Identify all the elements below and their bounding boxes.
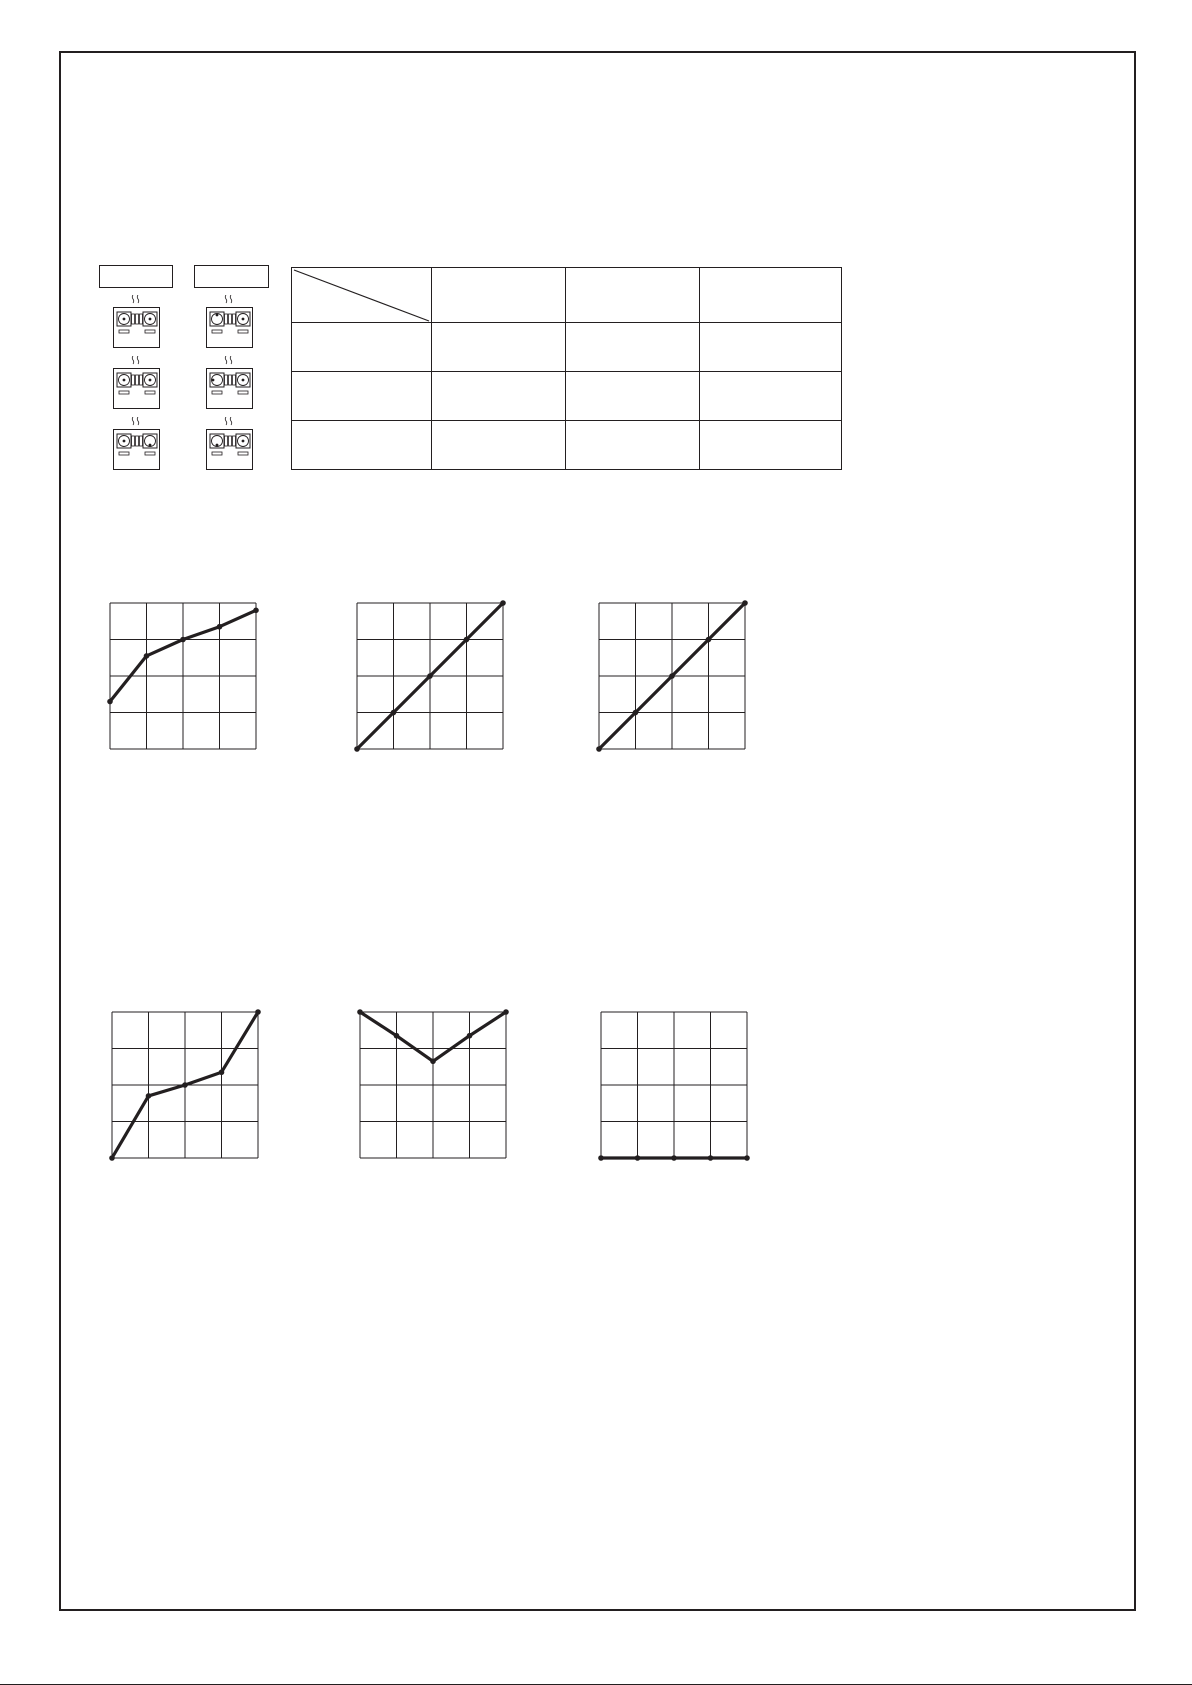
center-bar-icon [132,375,135,385]
data-point [744,1155,750,1161]
device-unit [113,429,160,470]
table-row [292,421,842,470]
table-corner-cell [292,268,432,323]
device-face [207,308,254,349]
table-cell [700,372,842,421]
left-knob-indicator [123,318,126,321]
center-bar-icon [229,314,232,324]
table-cell [432,323,566,372]
data-point [107,699,113,705]
table-cell [292,323,432,372]
right-knob-indicator [149,444,152,447]
data-point [500,600,506,606]
data-point [391,710,397,716]
wave-icon [130,417,142,426]
center-bar-icon [136,375,139,385]
center-bar-icon [225,314,228,324]
table-cell [566,421,700,470]
wave-icon [130,356,142,365]
left-slot-icon [119,391,129,394]
wave-icon [130,295,142,304]
right-knob-indicator [242,379,245,382]
device-face [114,308,161,349]
right-slot-icon [145,391,155,394]
center-bar-icon [140,436,143,446]
center-bar-icon [229,375,232,385]
table-cell [700,323,842,372]
left-knob-indicator [216,314,219,317]
right-slot-icon [145,452,155,455]
center-bar-icon [233,314,236,324]
data-point [742,600,748,606]
device-face [207,369,254,410]
center-bar-icon [140,375,143,385]
data-point [180,637,186,643]
data-point [669,673,675,679]
left-slot-icon [119,330,129,333]
device-unit [206,307,253,348]
left-knob-indicator [216,444,219,447]
wave-icon [223,356,235,365]
line-graph-5 [354,1006,514,1162]
center-bar-icon [225,436,228,446]
left-slot-icon [212,330,222,333]
data-point [182,1082,188,1088]
right-slot-icon [238,330,248,333]
data-point [427,673,433,679]
left-slot-icon [212,452,222,455]
line-graph-3 [593,597,753,753]
data-point [671,1155,677,1161]
line-graph-2 [351,597,511,753]
table-cell [432,372,566,421]
data-point [146,1093,152,1099]
table-cell [700,421,842,470]
right-slot-icon [238,391,248,394]
right-knob-indicator [242,440,245,443]
comparison-table [291,267,842,470]
right-knob-indicator [149,379,152,382]
data-point [503,1009,509,1015]
table-header-cell [700,268,842,323]
label-box-right [194,265,269,288]
data-point [464,637,470,643]
data-point [635,1155,641,1161]
line-graph-4 [106,1006,266,1162]
data-point [217,624,223,630]
right-knob-indicator [149,318,152,321]
left-knob-indicator [123,379,126,382]
center-bar-icon [233,375,236,385]
right-slot-icon [238,452,248,455]
device-unit [113,307,160,348]
table-row [292,323,842,372]
center-bar-icon [136,314,139,324]
wave-icon [223,417,235,426]
data-point [430,1058,436,1064]
right-slot-icon [145,330,155,333]
line-graph-1 [104,597,264,753]
data-point [708,1155,714,1161]
device-unit [206,368,253,409]
left-knob-indicator [212,379,215,382]
data-point [633,710,639,716]
label-box-left [99,265,173,288]
table-cell [566,323,700,372]
data-point [706,637,712,643]
table-header-cell [566,268,700,323]
data-point [596,746,602,752]
table-cell [566,372,700,421]
data-point [219,1069,225,1075]
device-unit [206,429,253,470]
left-knob-indicator [123,440,126,443]
left-slot-icon [119,452,129,455]
table-cell [292,421,432,470]
center-bar-icon [132,314,135,324]
table-cell [292,372,432,421]
data-point [109,1155,115,1161]
diagonal-divider [292,268,431,323]
center-bar-icon [140,314,143,324]
center-bar-icon [132,436,135,446]
center-bar-icon [233,436,236,446]
left-slot-icon [212,391,222,394]
center-bar-icon [136,436,139,446]
device-face [114,369,161,410]
data-point [253,608,259,614]
table-row [292,372,842,421]
center-bar-icon [225,375,228,385]
wave-icon [223,295,235,304]
device-face [114,430,161,471]
right-knob-indicator [242,318,245,321]
center-bar-icon [229,436,232,446]
table-header-cell [432,268,566,323]
table-cell [432,421,566,470]
device-unit [113,368,160,409]
data-point [467,1033,473,1039]
data-point [255,1009,261,1015]
device-face [207,430,254,471]
line-graph-6 [595,1006,755,1162]
data-point [357,1009,363,1015]
data-point [394,1033,400,1039]
data-point [144,653,150,659]
data-point [354,746,360,752]
data-point [598,1155,604,1161]
